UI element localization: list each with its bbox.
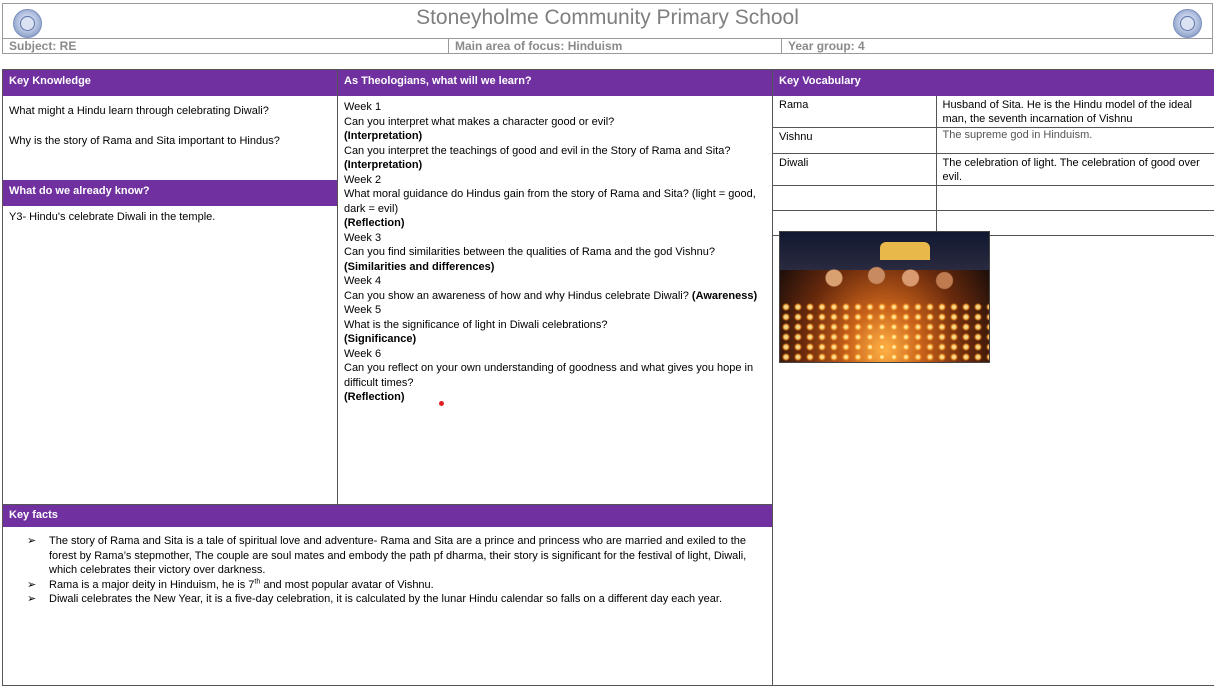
key-knowledge-heading: Key Knowledge bbox=[3, 70, 337, 96]
ordinal-suffix: th bbox=[254, 577, 261, 585]
list-item bbox=[27, 592, 766, 607]
line-text: Week 3 bbox=[344, 231, 382, 244]
learning-line bbox=[344, 173, 766, 188]
line-text: (Interpretation) bbox=[344, 130, 423, 142]
key-knowledge-panel bbox=[2, 69, 338, 505]
learning-line bbox=[344, 274, 766, 289]
key-knowledge-question: Why is the story of Rama and Sita important to Hindus? bbox=[9, 134, 280, 147]
learning-line bbox=[344, 361, 766, 390]
focus-label: Main area of focus: Hinduism bbox=[449, 39, 782, 54]
already-know-text: Y3- Hindu's celebrate Diwali in the temple. bbox=[9, 211, 216, 223]
skill-label bbox=[344, 129, 766, 144]
line-text: Can you reflect on your own understanding of goodness and what gives you hope in difficult times? bbox=[344, 362, 754, 389]
vocab-definition: The supreme god in Hinduism. bbox=[936, 128, 1214, 154]
vocab-definition: The celebration of light. The celebration of good over evil. bbox=[936, 154, 1214, 186]
learning-line bbox=[344, 318, 766, 333]
learning-line bbox=[344, 144, 766, 159]
subject-label: Subject: RE bbox=[3, 39, 449, 54]
line-text: Week 4 bbox=[344, 275, 382, 287]
skill-label bbox=[344, 216, 766, 231]
table-row bbox=[773, 128, 1214, 154]
vocab-definition: Husband of Sita. He is the Hindu model of the ideal man, the seventh incarnation of Vishnu bbox=[936, 96, 1214, 128]
line-text: Week 2 bbox=[344, 173, 382, 186]
arrow-bullet-icon: ➢ bbox=[27, 535, 37, 547]
skill-label: (Awareness) bbox=[688, 289, 758, 302]
line-text: Week 1 bbox=[344, 101, 382, 113]
line-text: Week 6 bbox=[344, 347, 382, 360]
already-know-heading: What do we already know? bbox=[3, 180, 337, 206]
learning-line bbox=[344, 187, 766, 216]
key-facts-heading: Key facts bbox=[3, 505, 772, 527]
key-fact-text: Diwali celebrates the New Year, it is a five-day celebration, it is calculated by the lunar Hindu calendar so falls on a different day each year. bbox=[49, 593, 723, 605]
school-name: Stoneyholme Community Primary School bbox=[416, 6, 799, 29]
table-row bbox=[773, 96, 1214, 128]
learning-line bbox=[344, 303, 766, 318]
learning-line bbox=[344, 100, 766, 115]
list-item bbox=[27, 534, 766, 578]
learning-line bbox=[344, 245, 766, 260]
line-text: (Interpretation) bbox=[344, 159, 423, 171]
learning-line bbox=[344, 115, 766, 130]
vocab-term: Rama bbox=[773, 96, 936, 128]
line-text: Can you interpret the teachings of good and evil in the Story of Rama and Sita? bbox=[344, 144, 731, 157]
vocabulary-panel bbox=[772, 69, 1214, 686]
table-row bbox=[773, 154, 1214, 186]
red-dot-marker bbox=[439, 401, 444, 406]
vocab-term bbox=[773, 186, 936, 211]
document-header bbox=[2, 3, 1213, 54]
theologians-heading: As Theologians, what will we learn? bbox=[338, 70, 772, 96]
vocabulary-table bbox=[773, 96, 1214, 236]
diwali-photo bbox=[779, 231, 990, 363]
skill-label bbox=[344, 260, 766, 275]
line-text: What moral guidance do Hindus gain from the story of Rama and Sita? (light = good, dark = evil) bbox=[344, 188, 756, 215]
key-fact-text-start: Rama is a major deity in Hinduism, he is 7 bbox=[49, 578, 255, 591]
line-text: Week 5 bbox=[344, 304, 382, 316]
vocab-term: Diwali bbox=[773, 154, 936, 186]
learning-line bbox=[344, 231, 766, 246]
learning-line bbox=[344, 347, 766, 362]
skill-label bbox=[344, 390, 766, 405]
year-group-label: Year group: 4 bbox=[788, 39, 865, 53]
learning-line bbox=[344, 289, 766, 304]
skill-label bbox=[344, 332, 766, 347]
header-meta-row bbox=[3, 38, 1212, 54]
line-text: (Significance) bbox=[344, 333, 417, 345]
arrow-bullet-icon: ➢ bbox=[27, 593, 37, 605]
theologians-lines bbox=[338, 96, 772, 405]
vocabulary-heading: Key Vocabulary bbox=[773, 70, 1214, 96]
theologians-panel bbox=[337, 69, 773, 505]
line-text: Can you interpret what makes a character good or evil? bbox=[344, 115, 615, 128]
key-knowledge-question: What might a Hindu learn through celebrating Diwali? bbox=[9, 105, 269, 117]
arrow-bullet-icon: ➢ bbox=[27, 578, 37, 591]
line-text: (Reflection) bbox=[344, 391, 405, 403]
line-text: Can you show an awareness of how and why Hindus celebrate Diwali? bbox=[344, 289, 689, 302]
vocab-term: Vishnu bbox=[773, 128, 936, 154]
line-text: Can you find similarities between the qualities of Rama and the god Vishnu? bbox=[344, 246, 715, 258]
line-text: What is the significance of light in Diwali celebrations? bbox=[344, 318, 608, 331]
line-text: (Reflection) bbox=[344, 217, 405, 229]
list-item bbox=[27, 578, 766, 593]
vocab-definition bbox=[936, 186, 1214, 211]
key-facts-panel bbox=[2, 504, 773, 686]
key-fact-text-end: and most popular avatar of Vishnu. bbox=[260, 578, 434, 591]
key-facts-list bbox=[3, 527, 772, 607]
table-row bbox=[773, 186, 1214, 211]
key-fact-text: The story of Rama and Sita is a tale of spiritual love and adventure- Rama and Sita are a prince and princess who are married and exiled to the forest by Rama’s stepmother, The couple are soul mates and embody the path pf dharma, their story is significant for the festival of light, Diwali, which celebrates their victory over darkness. bbox=[49, 535, 747, 576]
school-crest-icon bbox=[1173, 9, 1202, 38]
skill-label bbox=[344, 158, 766, 173]
line-text: (Similarities and differences) bbox=[344, 260, 495, 273]
